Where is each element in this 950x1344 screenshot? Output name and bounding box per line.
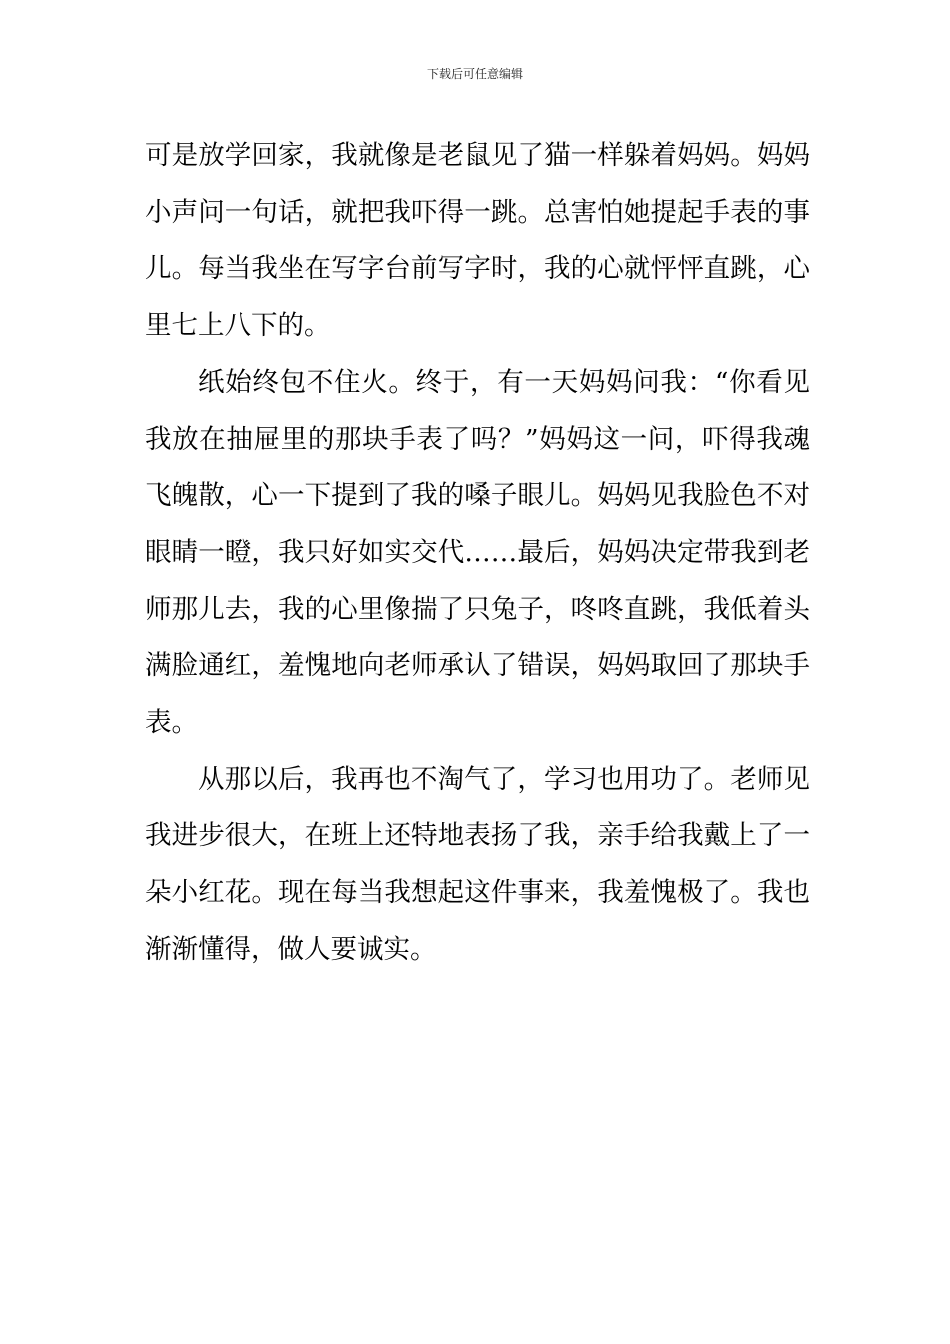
paragraph-confession: 纸始终包不住火。终于，有一天妈妈问我：“你看见我放在抽屉里的那块手表了吗？”妈妈这一问，吓得我魂飞魄散，心一下提到了我的嗓子眼儿。妈妈见我脸色不对眼睛一瞪，我只好如实交代……最后，妈妈决定带我到老师那儿去，我的心里像揣了只兔子，咚咚直跳，我低着头满脸通红，羞愧地向老师承认了错误，妈妈取回了那块手表。	[145, 366, 810, 739]
paragraph-conclusion: 从那以后，我再也不淘气了，学习也用功了。老师见我进步很大，在班上还特地表扬了我，亲手给我戴上了一朵小红花。现在每当我想起这件事来，我羞愧极了。我也渐渐懂得，做人要诚实。	[145, 763, 810, 965]
document-body	[145, 128, 810, 979]
page-header: 下载后可任意编辑	[426, 67, 523, 81]
paragraph-continuation: 可是放学回家，我就像是老鼠见了猫一样躲着妈妈。妈妈小声问一句话，就把我吓得一跳。总害怕她提起手表的事儿。每当我坐在写字台前写字时，我的心就怦怦直跳，心里七上八下的。	[145, 140, 810, 342]
